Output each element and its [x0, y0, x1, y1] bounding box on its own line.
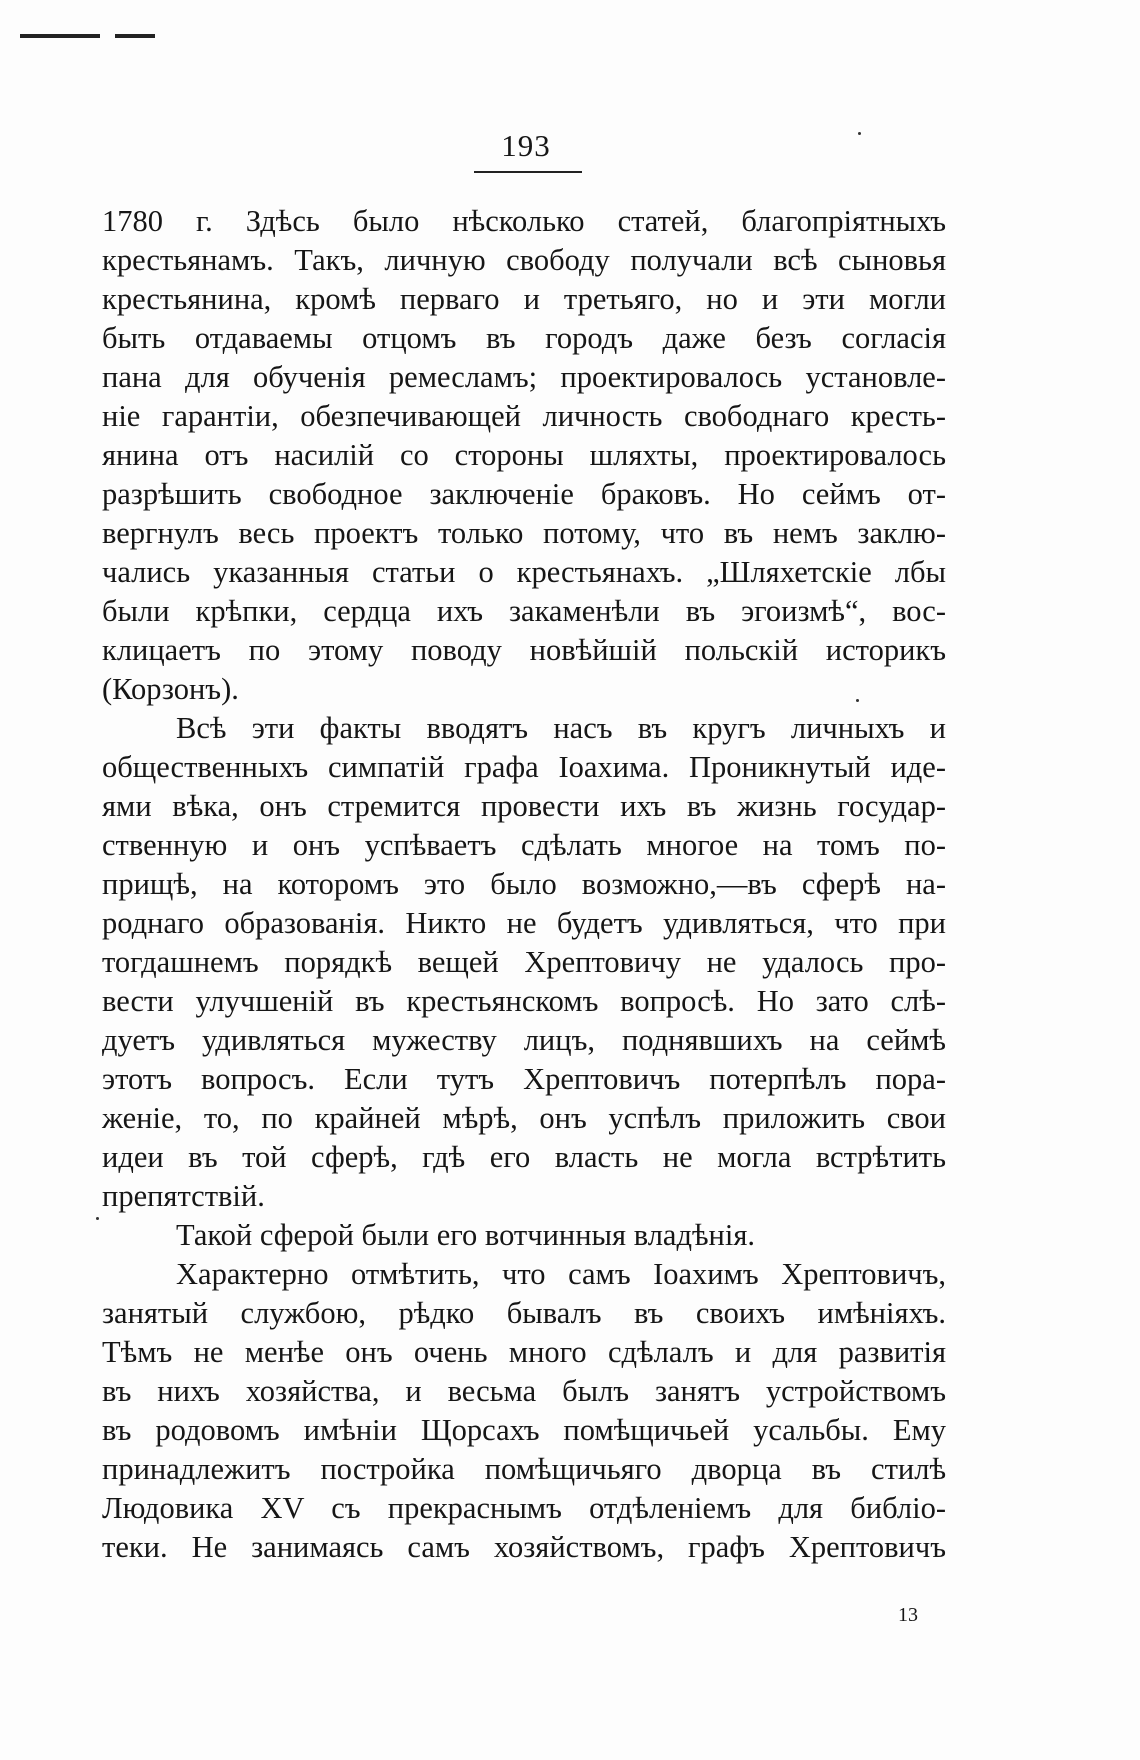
- text-line: 1780 г. Здѣсь было нѣсколько статей, благопріятныхъ: [102, 204, 946, 238]
- text-line: Характерно отмѣтить, что самъ Іоахимъ Хрептовичъ,: [176, 1257, 946, 1291]
- text-line: этотъ вопросъ. Если тутъ Хрептовичъ потерпѣлъ пора-: [102, 1062, 946, 1096]
- text-line: Людовика XV съ прекраснымъ отдѣленіемъ для библіо-: [102, 1491, 946, 1525]
- text-line: роднаго образованія. Никто не будетъ удивляться, что при: [102, 906, 946, 940]
- text-line: Тѣмъ не менѣе онъ очень много сдѣлалъ и для развитія: [102, 1335, 946, 1369]
- text-line: ственную и онъ успѣваетъ сдѣлать многое на томъ по-: [102, 828, 946, 862]
- text-line: въ нихъ хозяйства, и весьма былъ занятъ устройствомъ: [102, 1374, 946, 1408]
- scan-corner-mark: [20, 34, 150, 40]
- text-line: въ родовомъ имѣніи Щорсахъ помѣщичьей усальбы. Ему: [102, 1413, 946, 1447]
- text-line: теки. Не занимаясь самъ хозяйствомъ, графъ Хрептовичъ: [102, 1530, 946, 1564]
- text-line: пана для обученія ремесламъ; проектировалось установле-: [102, 360, 946, 394]
- text-line: янина отъ насилій со стороны шляхты, проектировалось: [102, 438, 946, 472]
- page-number: 193: [501, 128, 551, 163]
- text-line: идеи въ той сферѣ, гдѣ его власть не могла встрѣтить: [102, 1140, 946, 1174]
- page-number-underline: [474, 171, 582, 173]
- body-text: [102, 202, 946, 1567]
- text-line: крестьянина, кромѣ перваго и третьяго, но и эти могли: [102, 282, 946, 316]
- text-line: прищѣ, на которомъ это было возможно,—въ сферѣ на-: [102, 867, 946, 901]
- text-line: препятствій.: [102, 1179, 265, 1213]
- text-line: вести улучшеній въ крестьянскомъ вопросѣ. Но зато слѣ-: [102, 984, 946, 1018]
- text-line: дуетъ удивляться мужеству лицъ, поднявшихъ на сеймѣ: [102, 1023, 946, 1057]
- text-line: чались указанныя статьи о крестьянахъ. „Шляхетскіе лбы: [102, 555, 946, 589]
- scan-speck: [858, 132, 861, 135]
- text-line: общественныхъ симпатій графа Іоахима. Проникнутый иде-: [102, 750, 946, 784]
- text-line: Всѣ эти факты вводятъ насъ въ кругъ личныхъ и: [176, 711, 946, 745]
- text-line: занятый службою, рѣдко бывалъ въ своихъ имѣніяхъ.: [102, 1296, 946, 1330]
- text-line: разрѣшить свободное заключеніе браковъ. Но сеймъ от-: [102, 477, 946, 511]
- text-line: клицаетъ по этому поводу новѣйшій польскій историкъ: [102, 633, 946, 667]
- text-line: быть отдаваемы отцомъ въ городъ даже безъ согласія: [102, 321, 946, 355]
- text-line: вергнулъ весь проектъ только потому, что въ немъ заклю-: [102, 516, 946, 550]
- text-line: ніе гарантіи, обезпечивающей личность свободнаго кресть-: [102, 399, 946, 433]
- text-line: были крѣпки, сердца ихъ закаменѣли въ эгоизмѣ“, вос-: [102, 594, 946, 628]
- text-line: тогдашнемъ порядкѣ вещей Хрептовичу не удалось про-: [102, 945, 946, 979]
- scan-speck: [856, 699, 859, 702]
- text-line: (Корзонъ).: [102, 672, 239, 706]
- text-line: женіе, то, по крайней мѣрѣ, онъ успѣлъ приложить свои: [102, 1101, 946, 1135]
- text-line: крестьянамъ. Такъ, личную свободу получали всѣ сыновья: [102, 243, 946, 277]
- text-line: Такой сферой были его вотчинныя владѣнія.: [176, 1218, 755, 1252]
- scan-mark-segment: [20, 34, 100, 38]
- printer-signature-mark: 13: [898, 1604, 918, 1626]
- scan-mark-segment: [115, 34, 155, 38]
- scan-speck: [96, 1217, 99, 1220]
- text-line: принадлежитъ постройка помѣщичьяго дворца въ стилѣ: [102, 1452, 946, 1486]
- text-line: ями вѣка, онъ стремится провести ихъ въ жизнь государ-: [102, 789, 946, 823]
